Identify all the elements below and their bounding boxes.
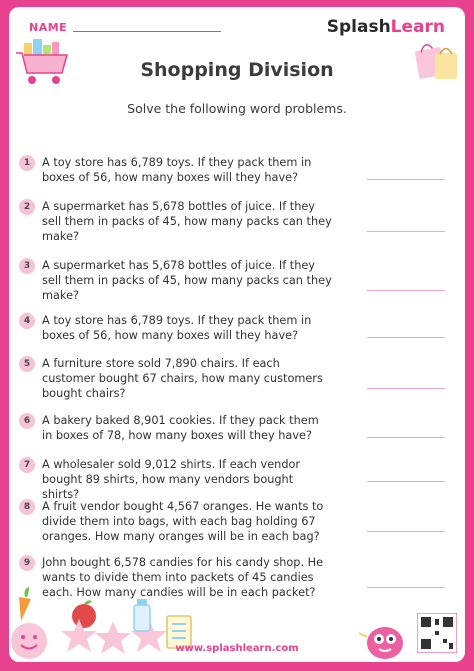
- answer-line[interactable]: [367, 179, 445, 180]
- question-text: A supermarket has 5,678 bottles of juice. If they sell them in packs of 45, how many packs can they make?: [42, 259, 332, 302]
- question-number: 6: [19, 413, 35, 429]
- answer-line[interactable]: [367, 437, 445, 438]
- question-text: A toy store has 6,789 toys. If they pack them in boxes of 56, how many boxes will they have?: [42, 156, 312, 184]
- answer-line[interactable]: [367, 337, 445, 338]
- smiley-face-icon: [9, 617, 49, 662]
- question-text: A supermarket has 5,678 bottles of juice. If they sell them in packs of 45, how many packs can they make?: [42, 200, 332, 243]
- answer-line[interactable]: [367, 388, 445, 389]
- answer-line[interactable]: [367, 231, 445, 232]
- question-text: A toy store has 6,789 toys. If they pack them in boxes of 56, how many boxes will they have?: [42, 314, 312, 342]
- answer-line[interactable]: [367, 531, 445, 532]
- question-item: [19, 547, 459, 600]
- name-line[interactable]: [73, 31, 221, 32]
- question-item: [19, 305, 459, 343]
- answer-line[interactable]: [367, 290, 445, 291]
- brand-part1: Splash: [326, 17, 391, 37]
- question-item: [19, 405, 459, 443]
- question-number: 1: [19, 155, 35, 171]
- question-text: A bakery baked 8,901 cookies. If they pack them in boxes of 78, how many boxes will they have?: [42, 414, 319, 442]
- question-number: 8: [19, 499, 35, 515]
- question-item: [19, 491, 459, 544]
- answer-line[interactable]: [367, 587, 445, 588]
- question-number: 9: [19, 555, 35, 571]
- question-number: 4: [19, 313, 35, 329]
- brand-part2: Learn: [390, 17, 445, 37]
- name-field[interactable]: [29, 21, 221, 34]
- question-text: John bought 6,578 candies for his candy shop. He wants to divide them into packets of 45 candies each. How many candies will be in each packet?: [42, 556, 324, 599]
- question-item: [19, 191, 459, 244]
- worksheet-page: [9, 7, 465, 662]
- page-title: Shopping Division: [140, 59, 334, 81]
- question-text: A wholesaler sold 9,012 shirts. If each vendor bought 89 shirts, how many vendors bought shirts?: [42, 458, 301, 501]
- question-text: A fruit vendor bought 4,567 oranges. He wants to divide them into bags, with each bag holding 67 oranges. How many oranges will be in each bag?: [42, 500, 324, 543]
- question-number: 5: [19, 356, 35, 372]
- name-label: NAME: [29, 21, 68, 34]
- question-item: [19, 348, 459, 401]
- footer-url[interactable]: www.splashlearn.com: [175, 643, 299, 654]
- question-number: 2: [19, 199, 35, 215]
- milk-bottle-icon: [131, 599, 153, 633]
- question-text: A furniture store sold 7,890 chairs. If each customer bought 67 chairs, how many customers bought chairs?: [42, 357, 323, 400]
- instructions: Solve the following word problems.: [127, 101, 347, 116]
- question-number: 3: [19, 258, 35, 274]
- question-item: [19, 250, 459, 303]
- answer-line[interactable]: [367, 481, 445, 482]
- question-item: [19, 147, 459, 185]
- question-number: 7: [19, 457, 35, 473]
- splashlearn-logo: [327, 17, 445, 37]
